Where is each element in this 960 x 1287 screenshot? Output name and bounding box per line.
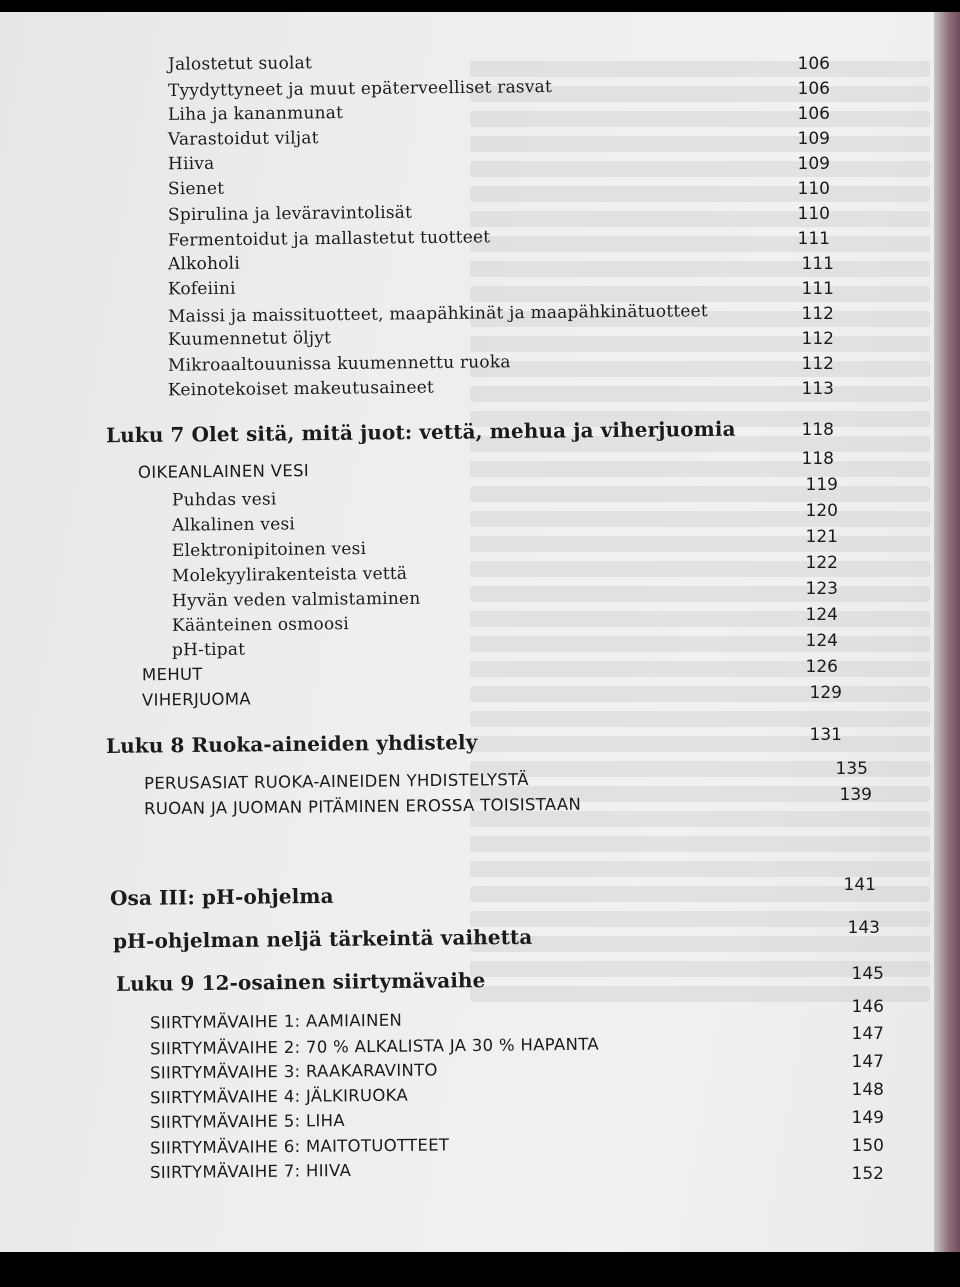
- toc-page-number: 113: [801, 379, 834, 399]
- toc-entry-title: SIIRTYMÄVAIHE 4: JÄLKIRUOKA: [149, 1085, 409, 1108]
- page-edge: [934, 12, 960, 1252]
- toc-entry-title: RUOAN JA JUOMAN PITÄMINEN EROSSA TOISISTAAN: [143, 794, 582, 819]
- toc-page-number: 147: [851, 1024, 884, 1044]
- toc-entry-title: Alkalinen vesi: [171, 514, 296, 536]
- toc-entry-title: MEHUT: [141, 664, 203, 685]
- toc-page-number: 111: [797, 229, 830, 249]
- toc-page-number: 135: [835, 759, 868, 779]
- toc-page-number: 124: [805, 631, 838, 651]
- toc-entry-title: Keinotekoiset makeutusaineet: [167, 377, 435, 401]
- toc-page-number: 148: [851, 1080, 884, 1100]
- toc-page-number: 112: [801, 329, 834, 349]
- toc-entry-title: Luku 8 Ruoka-aineiden yhdistely: [105, 730, 478, 758]
- toc-entry-title: pH-ohjelman neljä tärkeintä vaihetta: [112, 924, 533, 954]
- toc-entry-title: Kuumennetut öljyt: [167, 328, 332, 350]
- toc-page-number: 109: [797, 129, 830, 149]
- toc-page-number: 145: [851, 964, 884, 984]
- toc-page-number: 149: [851, 1108, 884, 1128]
- toc-entry-title: Sienet: [167, 178, 225, 200]
- toc-page-number: 106: [797, 104, 830, 124]
- toc-entry-title: Molekyylirakenteista vettä: [171, 563, 408, 587]
- toc-page-number: 112: [801, 354, 834, 374]
- toc-page-number: 120: [805, 501, 838, 521]
- toc-entry-title: SIIRTYMÄVAIHE 6: MAITOTUOTTEET: [149, 1135, 450, 1158]
- book-page: [0, 12, 960, 1252]
- toc-page-number: 121: [805, 527, 838, 547]
- toc-page-number: 106: [797, 54, 830, 74]
- toc-entry-title: Kofeiini: [167, 278, 236, 300]
- toc-page-number: 124: [805, 605, 838, 625]
- toc-entry-title: Varastoidut viljat: [167, 128, 319, 150]
- toc-entry-title: SIIRTYMÄVAIHE 3: RAAKARAVINTO: [149, 1060, 438, 1083]
- toc-entry-title: Alkoholi: [167, 253, 241, 275]
- toc-page-number: 112: [801, 304, 834, 324]
- toc-entry-title: Hyvän veden valmistaminen: [171, 588, 421, 612]
- toc-page-number: 118: [801, 420, 834, 440]
- toc-page-number: 110: [797, 204, 830, 224]
- toc-entry-title: VIHERJUOMA: [141, 689, 252, 710]
- toc-entry-title: Maissi ja maissituotteet, maapähkinät ja maapähkinätuotteet: [167, 301, 709, 327]
- toc-entry-title: pH-tipat: [171, 639, 246, 661]
- toc-page-number: 119: [805, 475, 838, 495]
- toc-page-number: 123: [805, 579, 838, 599]
- toc-page-number: 126: [805, 657, 838, 677]
- toc-page-number: 122: [805, 553, 838, 573]
- toc-entry-title: SIIRTYMÄVAIHE 2: 70 % ALKALISTA JA 30 % HAPANTA: [149, 1034, 599, 1059]
- toc-entry-title: Luku 9 12-osainen siirtymävaihe: [115, 968, 486, 996]
- toc-page-number: 150: [851, 1136, 884, 1156]
- toc-entry-title: PERUSASIAT RUOKA-AINEIDEN YHDISTELYSTÄ: [143, 769, 529, 794]
- toc-page-number: 143: [847, 918, 880, 938]
- toc-entry-title: Liha ja kananmunat: [167, 103, 344, 125]
- toc-entry-title: OIKEANLAINEN VESI: [137, 461, 310, 482]
- toc-page-number: 152: [851, 1164, 884, 1184]
- toc-entry-title: Osa III: pH-ohjelma: [109, 883, 334, 911]
- toc-page-number: 110: [797, 179, 830, 199]
- toc-page-number: 147: [851, 1052, 884, 1072]
- toc-entry-title: Hiiva: [167, 153, 215, 175]
- toc-page-number: 106: [797, 79, 830, 99]
- toc-page-number: 139: [839, 785, 872, 805]
- toc-entry-title: Elektronipitoinen vesi: [171, 538, 367, 562]
- toc-entry-title: Puhdas vesi: [171, 489, 277, 511]
- toc-page-number: 129: [809, 683, 842, 703]
- toc-entry-title: Jalostetut suolat: [167, 53, 313, 75]
- toc-entry-title: Käänteinen osmoosi: [171, 614, 350, 636]
- toc-page-number: 141: [843, 875, 876, 895]
- toc-page-number: 109: [797, 154, 830, 174]
- toc-entry-title: Mikroaaltouunissa kuumennettu ruoka: [167, 352, 511, 376]
- toc-entry-title: SIIRTYMÄVAIHE 5: LIHA: [149, 1110, 346, 1133]
- toc-page-number: 111: [801, 279, 834, 299]
- toc-entry-title: Tyydyttyneet ja muut epäterveelliset rasvat: [167, 76, 553, 102]
- toc-entry-title: SIIRTYMÄVAIHE 7: HIIVA: [149, 1160, 352, 1183]
- toc-entry-title: Spirulina ja leväravintolisät: [167, 202, 413, 226]
- toc-page-number: 111: [801, 254, 834, 274]
- toc-page-number: 146: [851, 997, 884, 1017]
- toc-entry-title: SIIRTYMÄVAIHE 1: AAMIAINEN: [149, 1010, 403, 1033]
- toc-page-number: 118: [801, 449, 834, 469]
- toc-entry-title: Luku 7 Olet sitä, mitä juot: vettä, mehua ja viherjuomia: [105, 416, 736, 448]
- toc-entry-title: Fermentoidut ja mallastetut tuotteet: [167, 227, 491, 251]
- table-of-contents: [0, 12, 960, 1252]
- toc-page-number: 131: [809, 725, 842, 745]
